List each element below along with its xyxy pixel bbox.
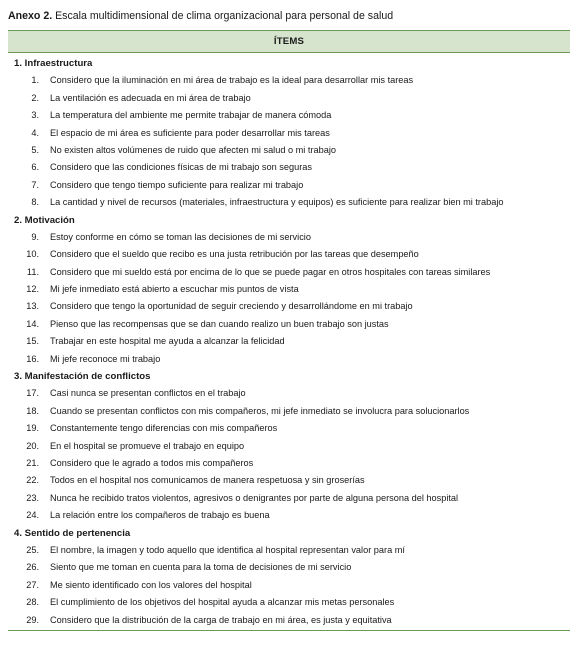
item-text: Considero que el sueldo que recibo es una justa retribución por las tareas que desempeño <box>50 249 419 260</box>
item-number: 3. <box>31 110 39 121</box>
item-text: Todos en el hospital nos comunicamos de manera respetuosa y sin groserías <box>50 475 365 486</box>
item-text: La cantidad y nivel de recursos (materiales, infraestructura y equipos) es suficiente para realizar bien mi trabajo <box>50 197 504 208</box>
section-title: 3. Manifestación de conflictos <box>14 371 151 383</box>
item-number: 4. <box>31 127 39 138</box>
item-row <box>8 125 570 142</box>
item-row <box>8 542 570 559</box>
item-row <box>8 107 570 124</box>
item-row <box>8 351 570 368</box>
item-row <box>8 246 570 263</box>
section-title: 4. Sentido de pertenencia <box>14 527 131 539</box>
item-text: La relación entre los compañeros de trabajo es buena <box>50 510 270 521</box>
item-number: 13. <box>26 301 39 312</box>
item-text: Nunca he recibido tratos violentos, agresivos o denigrantes por parte de alguna persona del hospital <box>50 492 459 503</box>
item-number: 21. <box>26 457 39 468</box>
item-row <box>8 403 570 420</box>
item-text: Constantemente tengo diferencias con mis compañeros <box>50 423 278 434</box>
item-text: El espacio de mi área es suficiente para poder desarrollar mis tareas <box>50 127 330 138</box>
item-number: 20. <box>26 440 39 451</box>
item-row <box>8 159 570 176</box>
item-number: 11. <box>26 266 39 277</box>
item-row <box>8 333 570 350</box>
item-text: El cumplimiento de los objetivos del hospital ayuda a alcanzar mis metas personales <box>50 597 395 608</box>
item-text: Considero que las condiciones físicas de mi trabajo son seguras <box>50 162 312 173</box>
item-row <box>8 472 570 489</box>
item-number: 25. <box>26 544 39 555</box>
section-title: 1. Infraestructura <box>14 58 93 69</box>
item-number: 15. <box>26 336 39 347</box>
item-row <box>8 594 570 611</box>
section-title: 2. Motivación <box>14 214 75 226</box>
item-number: 24. <box>26 510 39 521</box>
item-row <box>8 455 570 472</box>
item-text: La temperatura del ambiente me permite trabajar de manera cómoda <box>50 110 332 121</box>
item-number: 23. <box>26 492 39 503</box>
table-caption <box>8 9 572 23</box>
item-row <box>8 90 570 107</box>
item-number: 12. <box>26 284 39 295</box>
item-text: Considero que tengo la oportunidad de seguir creciendo y desarrollándome en mi trabajo <box>50 301 413 312</box>
item-number: 27. <box>26 579 39 590</box>
item-text: Trabajar en este hospital me ayuda a alcanzar la felicidad <box>50 336 285 347</box>
item-text: Estoy conforme en cómo se toman las decisiones de mi servicio <box>50 231 311 242</box>
item-row <box>8 298 570 315</box>
item-number: 17. <box>26 388 39 399</box>
item-text: Considero que tengo tiempo suficiente para realizar mi trabajo <box>50 179 304 190</box>
item-text: Me siento identificado con los valores del hospital <box>50 579 252 590</box>
item-row <box>8 142 570 159</box>
item-row <box>8 281 570 298</box>
item-number: 16. <box>26 353 39 364</box>
item-row <box>8 420 570 437</box>
item-text: Mi jefe inmediato está abierto a escuchar mis puntos de vista <box>50 284 299 295</box>
caption-text: Escala multidimensional de clima organizacional para personal de salud <box>52 10 394 22</box>
item-row <box>8 316 570 333</box>
item-number: 6. <box>31 162 39 173</box>
item-row <box>8 72 570 89</box>
item-number: 2. <box>31 92 39 103</box>
item-row <box>8 559 570 576</box>
item-row <box>8 612 570 629</box>
item-text: Considero que le agrado a todos mis compañeros <box>50 457 254 468</box>
item-row <box>8 229 570 246</box>
item-row <box>8 385 570 402</box>
item-text: Siento que me toman en cuenta para la toma de decisiones de mi servicio <box>50 562 352 573</box>
item-row <box>8 577 570 594</box>
table-header: ÍTEMS <box>8 30 570 53</box>
item-number: 14. <box>26 318 39 329</box>
item-number: 7. <box>31 179 39 190</box>
item-row <box>8 264 570 281</box>
items-table <box>8 30 570 631</box>
item-text: Casi nunca se presentan conflictos en el trabajo <box>50 388 246 399</box>
item-text: La ventilación es adecuada en mi área de trabajo <box>50 92 251 103</box>
item-text: Pienso que las recompensas que se dan cuando realizo un buen trabajo son justas <box>50 318 389 329</box>
item-text: Mi jefe reconoce mi trabajo <box>50 353 161 364</box>
item-row <box>8 507 570 524</box>
item-row <box>8 438 570 455</box>
item-text: El nombre, la imagen y todo aquello que identifica al hospital representan valor para mí <box>50 544 405 555</box>
item-number: 8. <box>31 197 39 208</box>
item-number: 9. <box>31 231 39 242</box>
item-row <box>8 194 570 211</box>
item-text: Considero que la iluminación en mi área de trabajo es la ideal para desarrollar mis tareas <box>50 75 414 86</box>
item-number: 26. <box>26 562 39 573</box>
item-number: 10. <box>26 249 39 260</box>
table-body <box>8 53 570 630</box>
item-number: 19. <box>26 423 39 434</box>
item-text: No existen altos volúmenes de ruido que afecten mi salud o mi trabajo <box>50 144 336 155</box>
item-row <box>8 177 570 194</box>
item-number: 18. <box>26 405 39 416</box>
item-row <box>8 490 570 507</box>
item-text: Considero que la distribución de la carga de trabajo en mi área, es justa y equitativa <box>50 614 392 625</box>
item-text: En el hospital se promueve el trabajo en equipo <box>50 440 245 451</box>
item-number: 22. <box>26 475 39 486</box>
item-text: Cuando se presentan conflictos con mis compañeros, mi jefe inmediato se involucra para solucionarlos <box>50 405 470 416</box>
item-number: 28. <box>26 597 39 608</box>
item-number: 1. <box>31 75 39 86</box>
caption-label: Anexo 2. <box>8 10 53 22</box>
item-number: 5. <box>31 144 39 155</box>
item-text: Considero que mi sueldo está por encima de lo que se puede pagar en otros hospitales con tareas similares <box>50 266 491 277</box>
item-number: 29. <box>26 614 39 625</box>
